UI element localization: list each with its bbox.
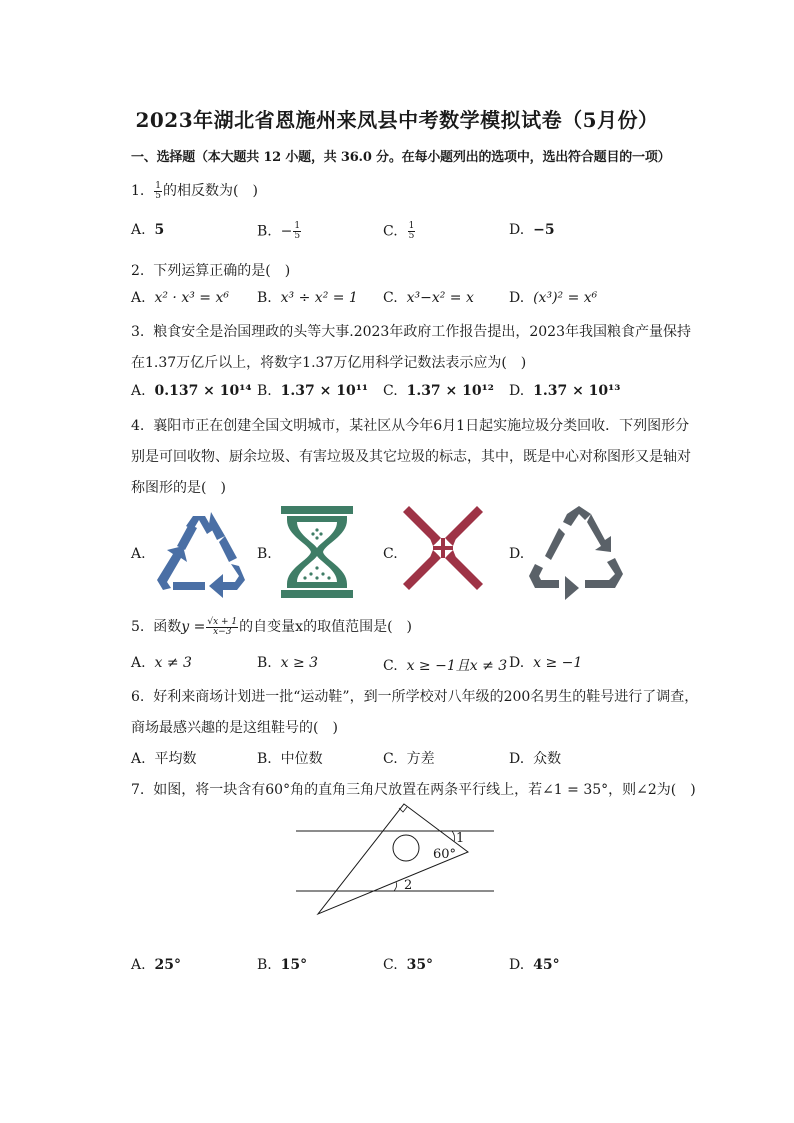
question-1 [131, 180, 258, 201]
options-q1 [131, 222, 691, 242]
question-4 [131, 415, 689, 435]
question-number: 7. [131, 782, 145, 798]
option-a[interactable]: A. x ≠ 3 [131, 655, 192, 671]
question-number: 5. [131, 619, 145, 635]
option-c[interactable]: C. $\frac{1}{5}$ [383, 221, 415, 241]
angle-60-label: 60° [433, 847, 457, 862]
question-5: 5. 函数y = $\frac{√x + 1}{x-3}$ 的自变量x的取值范围是( ) [131, 616, 412, 637]
question-number: 3. [131, 324, 145, 340]
question-text: 粮食安全是治国理政的头等大事.2023年政府工作报告提出，2023年我国粮食产量保持 [153, 324, 691, 340]
option-c[interactable]: C. 35° [383, 957, 434, 973]
option-b[interactable]: B. 中位数 [257, 751, 323, 767]
option-b[interactable]: B. x ≥ 3 [257, 655, 319, 671]
section-heading: 一、选择题（本大题共 12 小题，共 36.0 分。在每小题列出的选项中，选出符合题目的一项） [131, 150, 671, 165]
option-b[interactable]: B. − $\frac{1}{5}$ [257, 221, 301, 241]
option-b[interactable]: B. 15° [257, 957, 308, 973]
option-d[interactable]: D. (x³)² = x⁶ [509, 290, 598, 306]
option-a[interactable]: A. 平均数 [131, 751, 197, 767]
options-q2 [131, 290, 691, 310]
option-a[interactable]: A. 0.137 × 10¹⁴ [131, 383, 252, 399]
options-q7 [131, 957, 691, 977]
question-2 [131, 260, 290, 280]
angle-2-label: 2 [404, 878, 413, 893]
other-waste-icon[interactable] [529, 506, 625, 600]
question-number: 6. [131, 689, 145, 705]
option-d[interactable]: D. 45° [509, 957, 560, 973]
question-number: 4. [131, 418, 145, 434]
option-a-label[interactable]: A. [131, 546, 146, 562]
option-d[interactable]: D. −5 [509, 222, 555, 238]
option-c[interactable]: C. x³−x² = x [383, 290, 474, 306]
question-text: 襄阳市正在创建全国文明城市，某社区从今年6月1日起实施垃圾分类回收．下列图形分 [153, 418, 690, 434]
option-d[interactable]: D. 1.37 × 10¹³ [509, 383, 621, 399]
options-q5 [131, 655, 691, 675]
option-c[interactable]: C. x ≥ −1且x ≠ 3 [383, 658, 508, 674]
question-text: 如图，将一块含有60°角的直角三角尺放置在两条平行线上，若∠1 = 35°，则∠2为( ) [153, 782, 696, 798]
recycle-icon[interactable] [153, 506, 249, 598]
option-d-label[interactable]: D. [509, 546, 525, 562]
fraction: $\frac{√x + 1}{x-3}$ [207, 616, 238, 637]
option-d[interactable]: D. 众数 [509, 751, 562, 767]
question-number: 2. [131, 263, 145, 279]
option-b[interactable]: B. x³ ÷ x² = 1 [257, 290, 358, 306]
angle-1-label: 1 [456, 831, 465, 846]
options-q3 [131, 383, 691, 403]
angle-2-arc [394, 882, 397, 891]
q4-figures [131, 506, 651, 606]
options-q6 [131, 748, 691, 768]
hazardous-waste-icon[interactable] [403, 506, 483, 590]
option-a[interactable]: A. 5 [131, 222, 165, 238]
page-title: 2023年湖北省恩施州来凤县中考数学模拟试卷（5月份） [135, 108, 659, 132]
question-6-line-2: 商场最感兴趣的是这组鞋号的( ) [131, 720, 338, 736]
option-a[interactable]: A. x² · x³ = x⁶ [131, 290, 229, 306]
question-4-line-2: 别是可回收物、厨余垃圾、有害垃圾及其它垃圾的标志，其中，既是中心对称图形又是轴对 [131, 449, 691, 465]
geometry-figure [296, 800, 496, 920]
question-3 [131, 321, 691, 341]
option-c[interactable]: C. 1.37 × 10¹² [383, 383, 494, 399]
question-number: 1. [131, 183, 145, 199]
question-text: 下列运算正确的是( ) [153, 263, 291, 279]
fraction: $\frac{1}{5}$ [155, 180, 161, 201]
question-6 [131, 686, 698, 706]
question-text: 的自变量x的取值范围是( ) [239, 619, 412, 635]
kitchen-waste-icon[interactable] [277, 506, 357, 598]
option-c[interactable]: C. 方差 [383, 751, 435, 767]
question-3-line-2: 在1.37万亿斤以上，将数字1.37万亿用科学记数法表示应为( ) [131, 355, 527, 371]
question-text: 好利来商场计划进一批“运动鞋”，到一所学校对八年级的200名男生的鞋号进行了调查， [153, 689, 699, 705]
question-7 [131, 779, 696, 799]
option-c-label[interactable]: C. [383, 546, 398, 562]
ruler-hole [393, 835, 419, 861]
question-text: 的相反数为( ) [163, 183, 258, 199]
question-4-line-3: 称图形的是( ) [131, 480, 226, 496]
option-b[interactable]: B. 1.37 × 10¹¹ [257, 383, 368, 399]
option-b-label[interactable]: B. [257, 546, 272, 562]
right-angle-mark [399, 807, 407, 812]
option-d[interactable]: D. x ≥ −1 [509, 655, 583, 671]
option-a[interactable]: A. 25° [131, 957, 181, 973]
